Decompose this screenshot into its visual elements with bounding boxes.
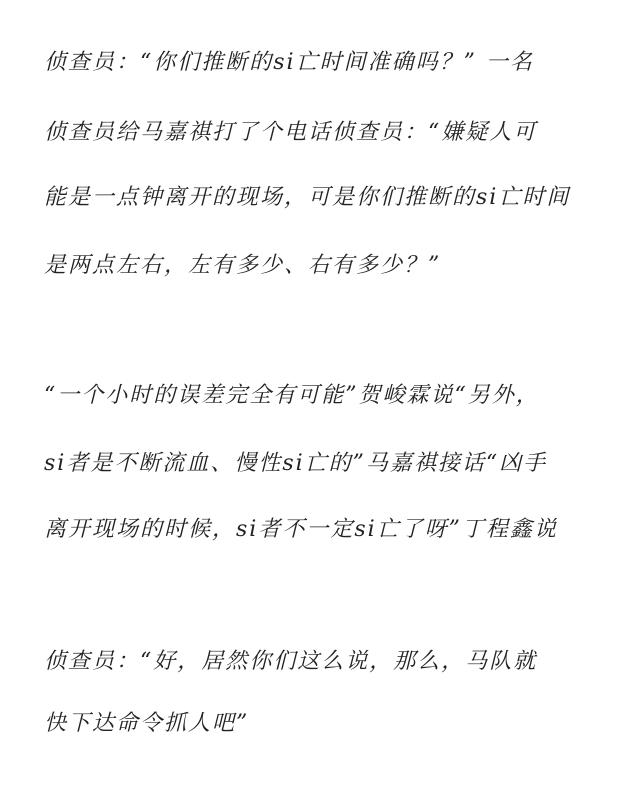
text-line: si者是不断流血、慢性si亡的”马嘉祺接话“凶手 (44, 451, 548, 476)
text-line: 是两点左右，左有多少、右有多少？” (44, 253, 442, 278)
text-line: “一个小时的误差完全有可能”贺峻霖说“另外， (44, 383, 540, 408)
text-line: 侦查员给马嘉祺打了个电话侦查员：“嫌疑人可 (44, 120, 538, 145)
text-line: 能是一点钟离开的现场，可是你们推断的si亡时间 (44, 185, 571, 210)
text-line: 侦查员：“好，居然你们这么说，那么，马队就 (44, 649, 538, 674)
text-line: 离开现场的时候，si者不一定si亡了呀”丁程鑫说 (44, 517, 558, 542)
text-line: 侦查员：“你们推断的si亡时间准确吗？” 一名 (44, 50, 534, 75)
text-line: 快下达命令抓人吧” (44, 711, 250, 736)
